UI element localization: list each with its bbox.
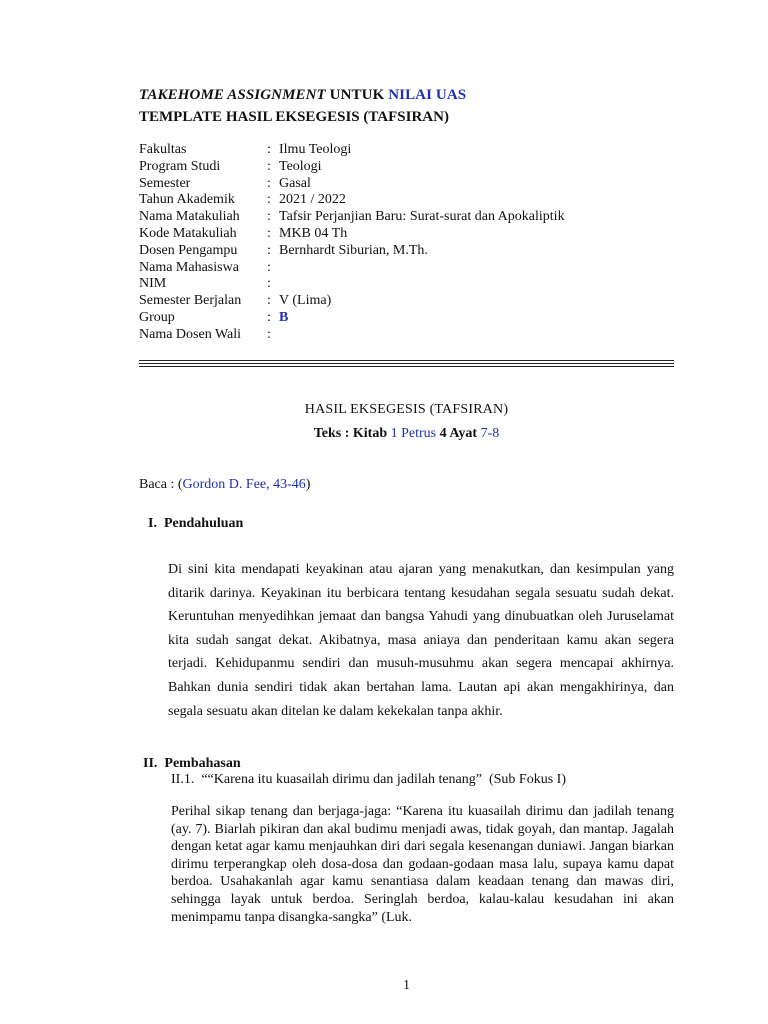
pembahasan-paragraph: Perihal sikap tenang dan berjaga-jaga: “Karena itu kuasailah dirimu dan jadilah tenang (ay. 7). Biarlah pikiran dan akal budimu menjadi awas, tidak goyah, dan mantap. Jagalah dengan ketat agar kamu menjauhkan diri dari segala kesenangan duniawi. Jangan biarkan dirimu terperangkap oleh dosa-dosa dan godaan-godaan masa lalu, supaya kamu dapat berdoa. Usahakanlah agar kamu senantiasa dalam keadaan tenang dan mawas diri, sehingga layak untuk berdoa. Seringlah berdoa, kalau-kalau kesudahan ini akan menimpamu tanpa disangka-sangka” (Luk. xyxy=(171,804,674,925)
info-label: Program Studi xyxy=(139,158,221,174)
info-label: Nama Dosen Wali xyxy=(139,326,242,342)
title-italic: TAKEHOME ASSIGNMENT xyxy=(139,87,326,103)
title-mid: UNTUK xyxy=(325,87,389,103)
info-label: Nama Mahasiswa xyxy=(139,259,239,275)
info-label: Kode Matakuliah xyxy=(139,225,237,241)
info-colon: : xyxy=(267,259,271,275)
template-subtitle: TEMPLATE HASIL EKSEGESIS (TAFSIRAN) xyxy=(139,109,449,125)
heading-pendahuluan: I. Pendahuluan xyxy=(148,516,244,531)
info-value: 2021 / 2022 xyxy=(279,192,346,208)
info-row-group xyxy=(139,310,565,327)
heading-pembahasan: II. Pembahasan xyxy=(143,756,241,771)
info-label: Dosen Pengampu xyxy=(139,242,238,258)
info-table xyxy=(139,142,565,344)
info-row-nama-mahasiswa xyxy=(139,260,565,277)
info-row-tahun-akademik xyxy=(139,192,565,209)
info-value: Tafsir Perjanjian Baru: Surat-surat dan Apokaliptik xyxy=(279,209,565,225)
info-value: Gasal xyxy=(279,175,311,191)
baca-source: Gordon D. Fee, 43-46 xyxy=(182,477,306,492)
info-colon: : xyxy=(267,326,271,342)
info-value: Bernhardt Siburian, M.Th. xyxy=(279,242,428,258)
assignment-title xyxy=(139,87,466,104)
info-label: Semester xyxy=(139,175,191,191)
scripture-reference xyxy=(139,426,674,442)
info-value: B xyxy=(279,309,289,325)
info-label: Tahun Akademik xyxy=(139,192,235,208)
divider-line xyxy=(139,366,674,367)
info-colon: : xyxy=(267,192,271,208)
info-row-kode-matakuliah xyxy=(139,226,565,243)
info-label: Semester Berjalan xyxy=(139,293,242,309)
reading-reference xyxy=(139,477,310,493)
info-value: Ilmu Teologi xyxy=(279,142,352,157)
info-value: Teologi xyxy=(279,158,322,174)
info-colon: : xyxy=(267,209,271,225)
info-row-semester-berjalan xyxy=(139,293,565,310)
section-title: HASIL EKSEGESIS (TAFSIRAN) xyxy=(304,402,509,417)
verse-range: 7-8 xyxy=(480,426,500,441)
info-row-semester xyxy=(139,176,565,193)
info-value: V (Lima) xyxy=(279,293,332,309)
info-row-program-studi xyxy=(139,159,565,176)
info-row-nama-dosen-wali xyxy=(139,327,565,344)
info-colon: : xyxy=(267,309,271,325)
info-colon: : xyxy=(267,276,271,292)
baca-prefix: Baca : ( xyxy=(139,477,183,492)
info-colon: : xyxy=(267,175,271,191)
title-blue: NILAI UAS xyxy=(388,87,467,103)
baca-suffix: ) xyxy=(305,477,311,492)
info-row-dosen-pengampu xyxy=(139,243,565,260)
info-label: Fakultas xyxy=(139,142,187,157)
teks-label: Teks : Kitab xyxy=(313,426,391,441)
info-colon: : xyxy=(267,242,271,258)
info-row-nim xyxy=(139,276,565,293)
info-colon: : xyxy=(267,158,271,174)
info-colon: : xyxy=(267,142,271,157)
info-label: Nama Matakuliah xyxy=(139,209,240,225)
info-label: NIM xyxy=(139,276,167,292)
info-value: MKB 04 Th xyxy=(279,225,348,241)
divider-line xyxy=(139,363,674,364)
page-number: 1 xyxy=(403,978,410,993)
info-row-fakultas xyxy=(139,142,565,159)
info-colon: : xyxy=(267,293,271,309)
divider-line xyxy=(139,360,674,361)
info-row-nama-matakuliah xyxy=(139,209,565,226)
book-name: 1 Petrus xyxy=(390,426,437,441)
info-colon: : xyxy=(267,225,271,241)
chapter-label: 4 Ayat xyxy=(436,426,481,441)
pendahuluan-paragraph: Di sini kita mendapati keyakinan atau ajaran yang menakutkan, dan kesimpulan yang ditarik darinya. Keyakinan itu berbicara tentang kesudahan segala sesuatu sudah dekat. Keruntuhan menyedihkan jemaat dan bangsa Yahudi yang dinubuatkan oleh Juruselamat kita sudah sangat dekat. Akibatnya, masa aniaya dan penderitaan kamu akan segera terjadi. Kehidupanmu sendiri dan musuh-musuhmu akan segera mencapai akhirnya. Bahkan dunia sendiri tidak akan bertahan lama. Lautan api akan mengakhirinya, dan segala sesuatu akan ditelan ke dalam kekekalan tanpa akhir. xyxy=(168,562,674,719)
info-label: Group xyxy=(139,309,175,325)
subfocus-heading: II.1. ““Karena itu kuasailah dirimu dan jadilah tenang” (Sub Fokus I) xyxy=(171,772,566,787)
